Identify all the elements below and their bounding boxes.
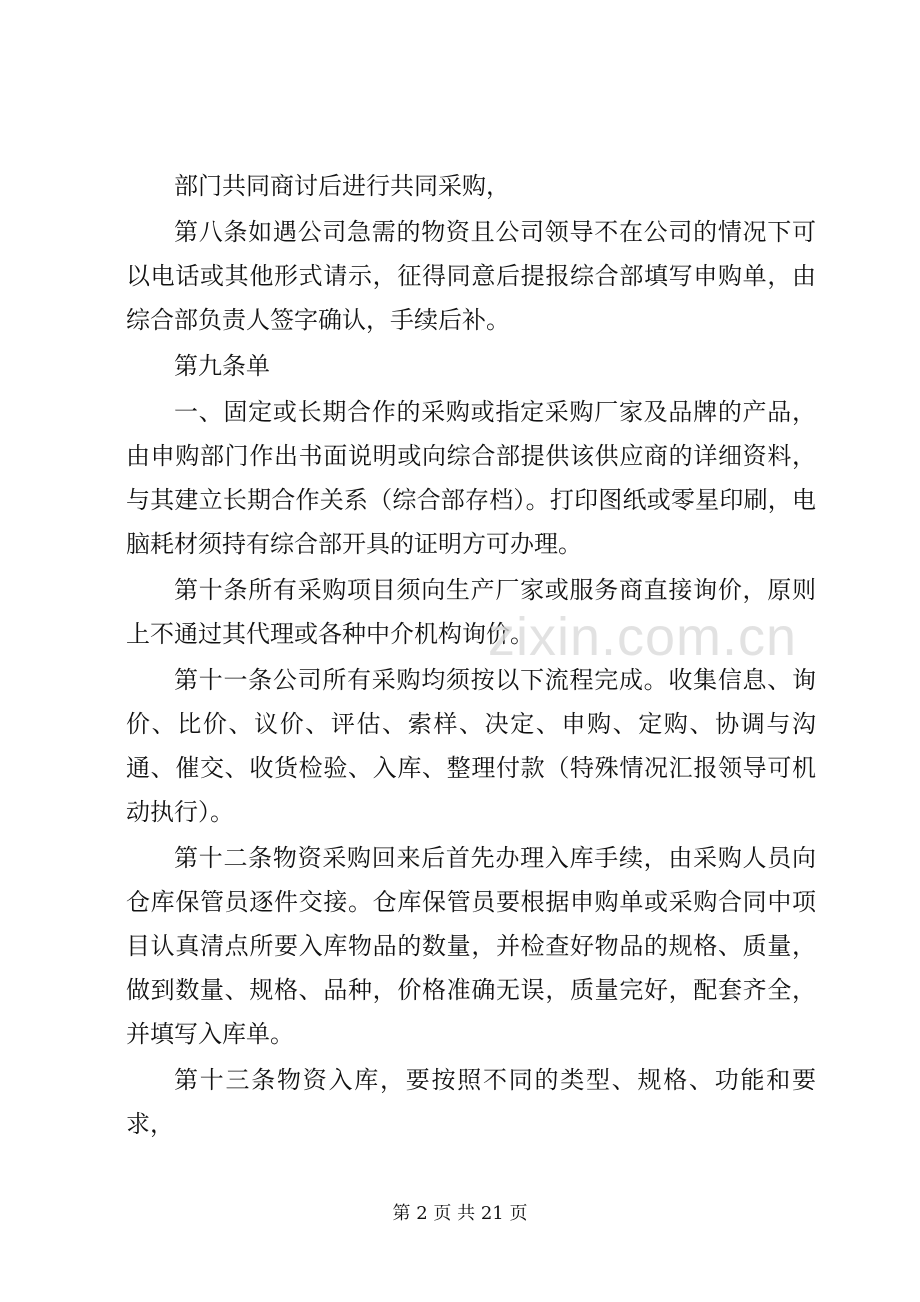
page-footer: 第 2 页 共 21 页 (392, 1203, 528, 1224)
paragraph: 第十一条公司所有采购均须按以下流程完成。收集信息、询价、比价、议价、评估、索样、决定、申购、定购、协调与沟通、催交、收货检验、入库、整理付款（特殊情况汇报领导可机动执行）。 (126, 666, 816, 826)
paragraph: 第九条单 (174, 352, 270, 380)
paragraph: 第十二条物资采购回来后首先办理入库手续，由采购人员向仓库保管员逐件交接。仓库保管员要根据申购单或采购合同中项目认真清点所要入库物品的数量，并检查好物品的规格、质量，做到数量、规格、品种，价格准确无误，质量完好，配套齐全，并填写入库单。 (126, 844, 816, 1048)
paragraph: 第八条如遇公司急需的物资且公司领导不在公司的情况下可以电话或其他形式请示，征得同意后提报综合部填写申购单，由综合部负责人签字确认，手续后补。 (126, 218, 816, 334)
paragraph: 一、固定或长期合作的采购或指定采购厂家及品牌的产品，由申购部门作出书面说明或向综合部提供该供应商的详细资料，与其建立长期合作关系（综合部存档）。打印图纸或零星印刷，电脑耗材须持有综合部开具的证明方可办理。 (126, 398, 816, 558)
paragraph: 第十三条物资入库，要按照不同的类型、规格、功能和要求， (126, 1066, 816, 1138)
paragraph: 第十条所有采购项目须向生产厂家或服务商直接询价，原则上不通过其代理或各种中介机构询价。 (126, 576, 816, 648)
watermark: zixin.com.cn (488, 607, 798, 667)
paragraph: 部门共同商讨后进行共同采购， (174, 172, 510, 200)
